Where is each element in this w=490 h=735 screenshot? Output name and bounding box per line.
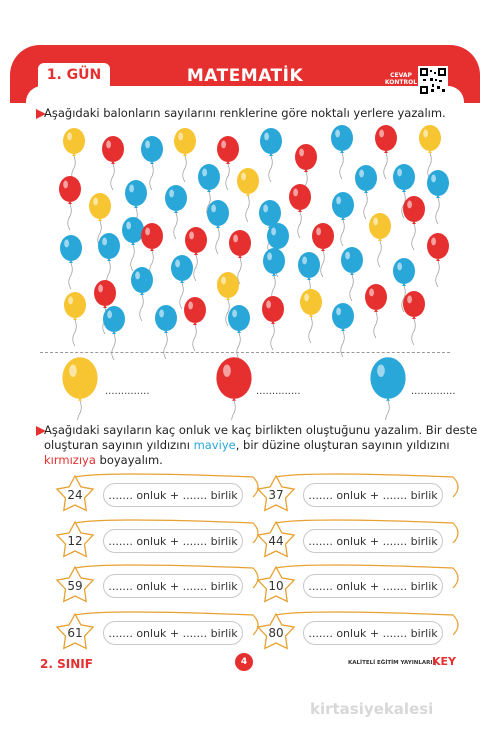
instruction-numbers: Aşağıdaki sayıların kaç onluk ve kaç birlikten oluştuğunu yazalım. Bir deste oluşturan sayının yıldızını maviye, bir düzine oluşturan sayının yıldızını kırmızıya boyayalım. [44,423,478,467]
page-title: MATEMATİK [186,66,304,86]
answer-box[interactable]: ....... onluk + ....... birlik [103,529,243,553]
blue-answer-blank[interactable]: .............. [411,386,456,397]
answer-box[interactable]: ....... onluk + ....... birlik [303,621,443,645]
yellow-answer-blank[interactable]: .............. [105,386,150,397]
star-number[interactable]: 44 [268,534,284,548]
answer-box[interactable]: ....... onluk + ....... birlik [303,483,443,507]
red-word: kırmızıya [44,453,96,467]
star-number[interactable]: 10 [268,579,284,593]
star-number[interactable]: 59 [67,579,83,593]
grade-label: 2. SINIF [40,657,93,671]
star-number[interactable]: 61 [67,626,83,640]
star-number[interactable]: 37 [268,488,284,502]
day-label: 1. GÜN [46,67,102,83]
publisher-label: KALİTELİ EĞİTİM YAYINLARI | [348,660,437,666]
answer-check-label: CEVAP KONTROL [384,72,418,86]
answer-box[interactable]: ....... onluk + ....... birlik [103,483,243,507]
watermark: kirtasiyekalesi [310,700,434,718]
answer-box[interactable]: ....... onluk + ....... birlik [103,574,243,598]
blue-word: maviye [193,438,236,452]
page-number: 4 [235,653,253,671]
answer-box[interactable]: ....... onluk + ....... birlik [303,574,443,598]
star-number[interactable]: 80 [268,626,284,640]
star-number[interactable]: 24 [67,488,83,502]
star-number[interactable]: 12 [67,534,83,548]
brand-logo: KEY [432,655,457,668]
instruction-balloons: Aşağıdaki balonların sayılarını renklerine göre noktalı yerlere yazalım. [44,106,446,120]
answer-box[interactable]: ....... onluk + ....... birlik [103,621,243,645]
answer-box[interactable]: ....... onluk + ....... birlik [303,529,443,553]
red-answer-blank[interactable]: .............. [256,386,301,397]
